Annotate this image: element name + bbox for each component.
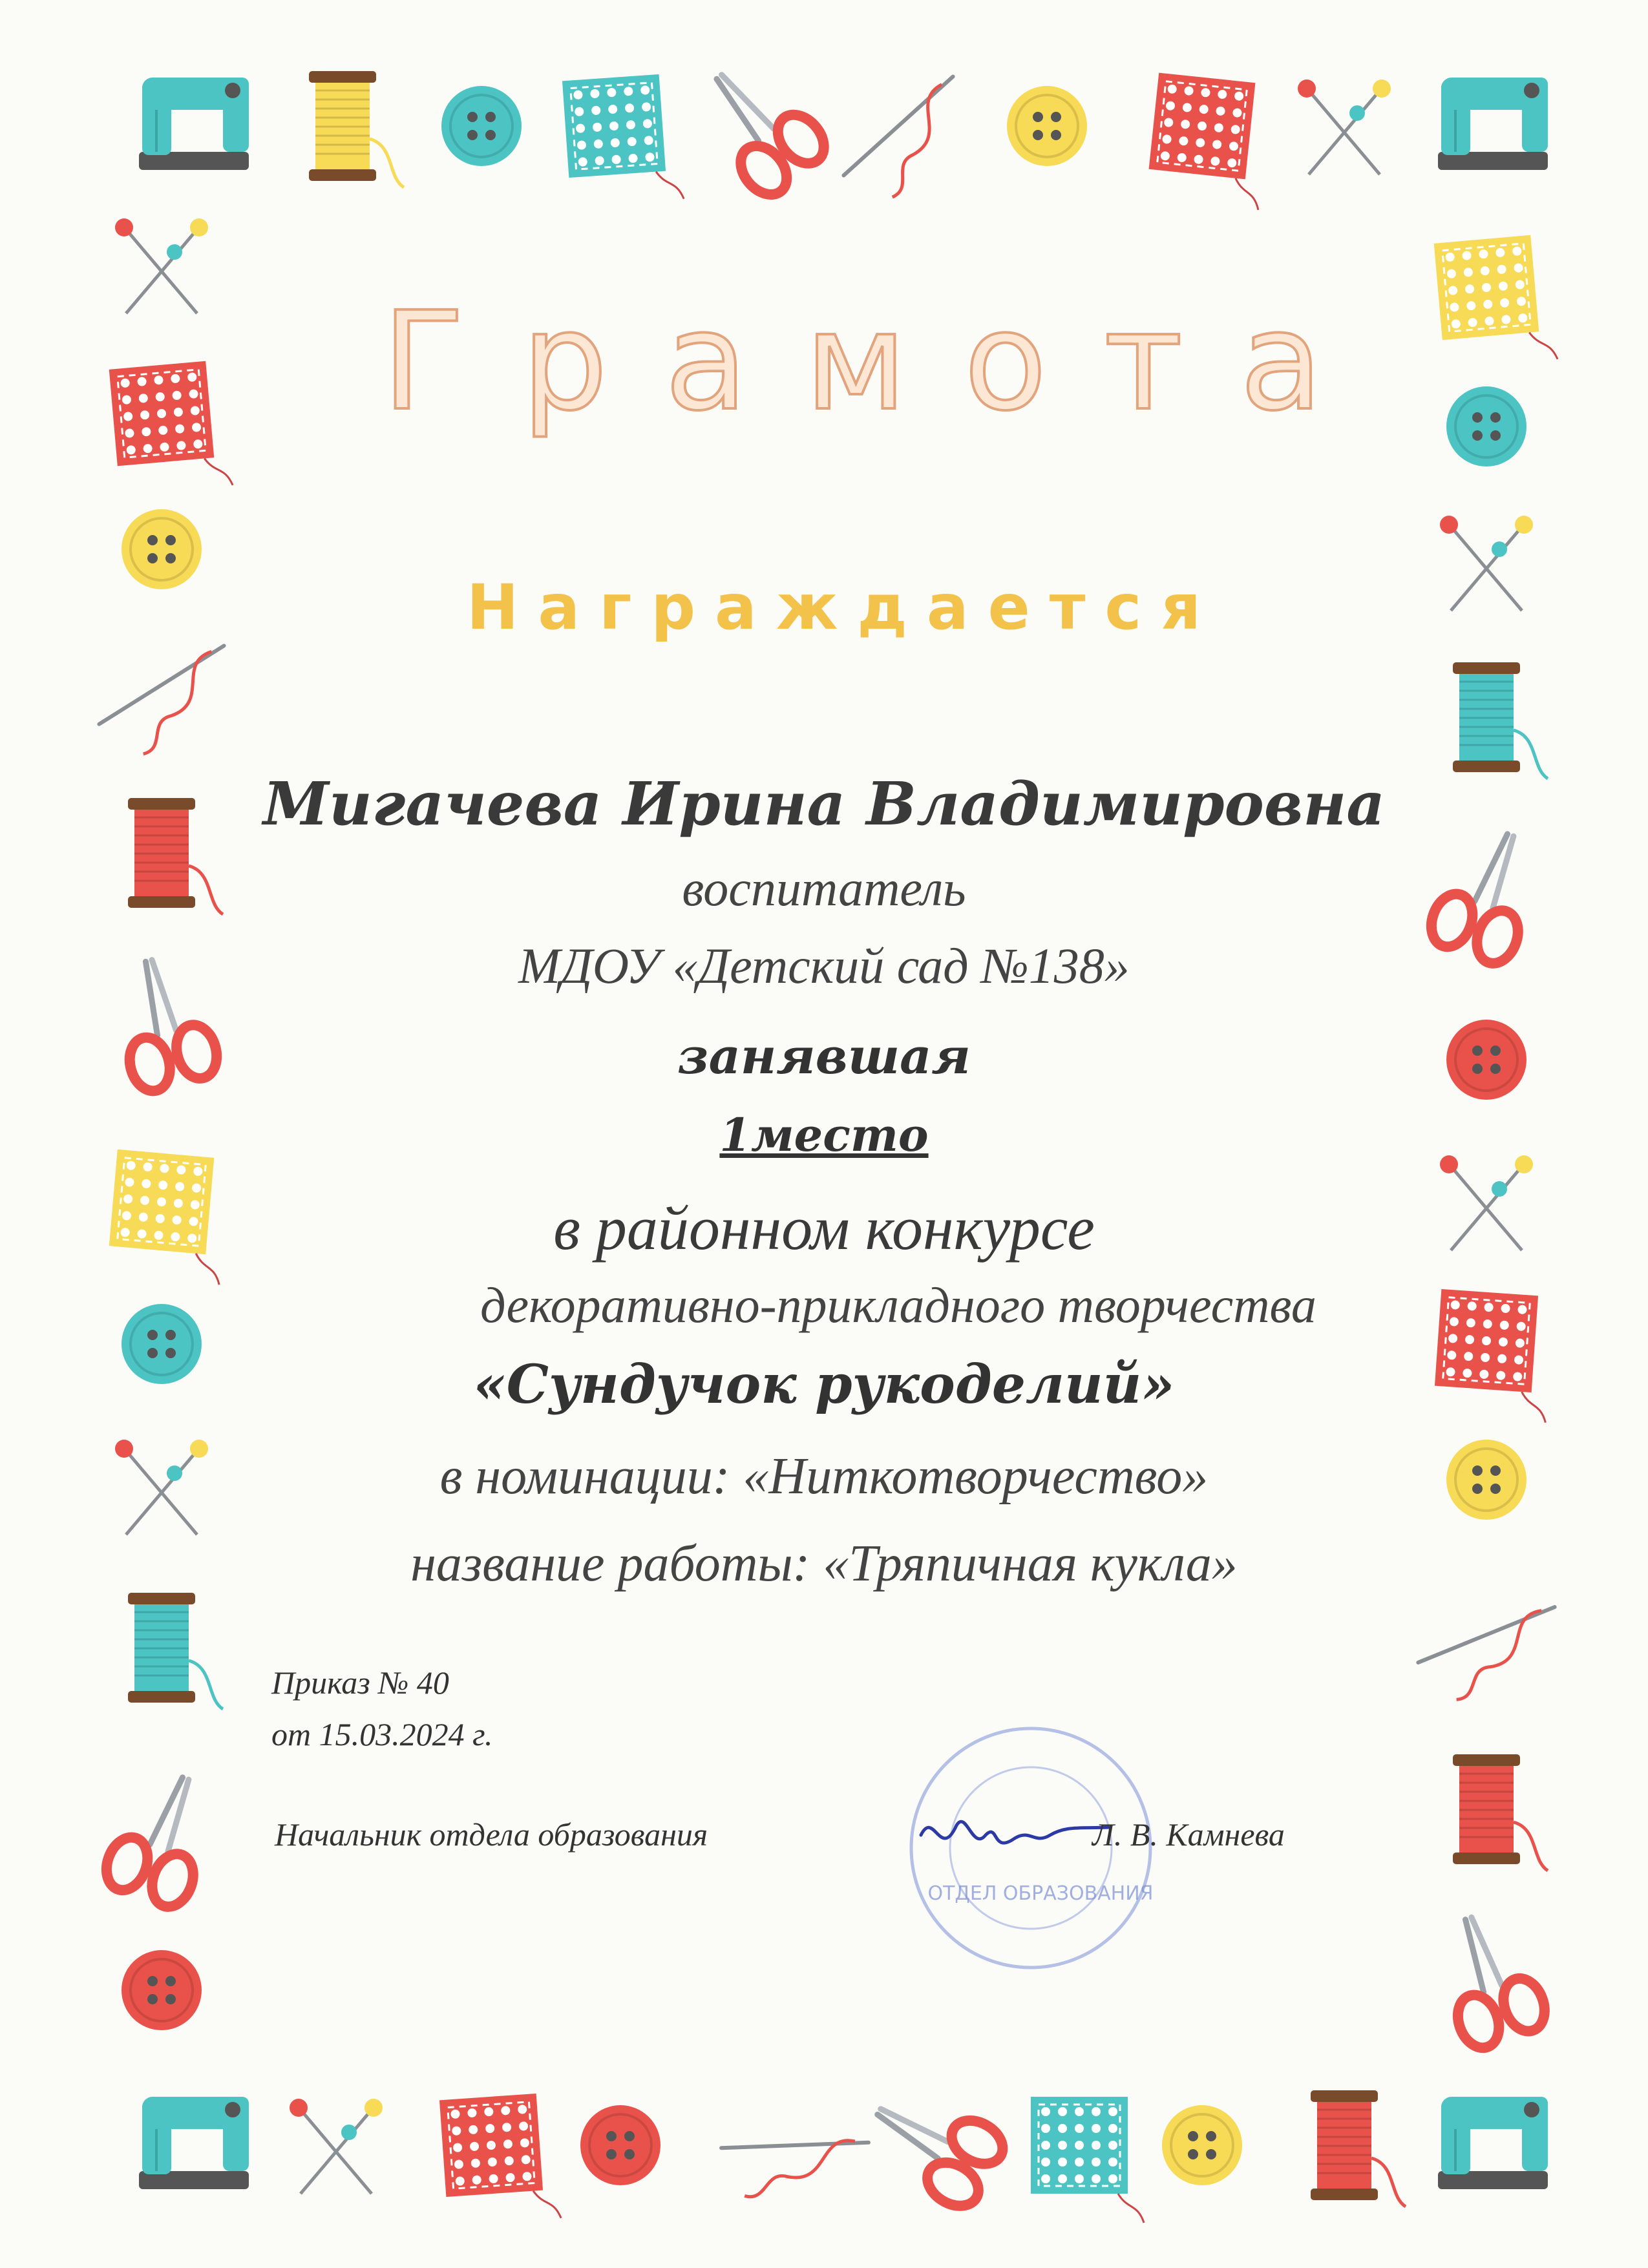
awarded-heading: Награждается [467, 571, 1220, 644]
pins-icon [290, 2099, 383, 2194]
button-icon [121, 1950, 202, 2030]
button-icon [1007, 86, 1087, 166]
took-label: занявшая [677, 1027, 971, 1085]
order-date: от 15.03.2024 г. [271, 1716, 493, 1752]
sewing-machine-icon [1438, 2097, 1548, 2189]
fabric-patch-icon [1031, 2097, 1144, 2223]
fabric-patch-icon [439, 2092, 561, 2226]
certificate-title: Грамота [382, 282, 1380, 441]
recipient-position: воспитатель [682, 860, 966, 916]
scissors-icon [856, 2075, 1010, 2214]
button-icon [441, 86, 522, 166]
signer-title: Начальник отдела образования [275, 1816, 708, 1853]
order-number: Приказ № 40 [271, 1664, 449, 1701]
pins-icon [1298, 79, 1391, 174]
contest-kind: декоративно-прикладного творчества [480, 1277, 1316, 1333]
scissors-icon [1426, 1904, 1551, 2053]
sewing-machine-icon [139, 78, 249, 170]
stamp-text: ОТДЕЛ ОБРАЗОВАНИЯ [927, 1882, 1154, 1905]
fabric-patch-icon [1146, 73, 1271, 210]
needle-thread-icon [841, 61, 953, 204]
place-label: 1место [719, 1108, 929, 1162]
button-icon [1162, 2105, 1242, 2185]
needle-thread-icon [712, 2074, 869, 2226]
sewing-machine-icon [1438, 78, 1548, 170]
spool-icon [1311, 2090, 1406, 2207]
sewing-machine-icon [139, 2097, 249, 2189]
recipient-organization: МДОУ «Детский сад №138» [518, 938, 1130, 994]
contest-line: в районном конкурсе [553, 1193, 1095, 1263]
contest-name: «Сундучок рукоделий» [473, 1354, 1175, 1416]
work-title-line: название работы: «Тряпичная кукла» [410, 1535, 1238, 1592]
scissors-icon [684, 50, 833, 204]
spool-icon [309, 71, 404, 187]
button-icon [580, 2105, 660, 2185]
fabric-patch-icon [562, 73, 684, 207]
signer-name: Л. В. Камнева [1092, 1816, 1285, 1853]
spool-icon [128, 1593, 223, 1709]
spool-icon [1453, 1754, 1548, 1871]
spool-icon [1453, 662, 1548, 779]
nomination-line: в номинации: «Ниткотворчество» [439, 1448, 1209, 1505]
scissors-icon [100, 1763, 225, 1912]
signature-mark [921, 1822, 1108, 1843]
recipient-name: Мигачева Ирина Владимировна [262, 769, 1385, 839]
